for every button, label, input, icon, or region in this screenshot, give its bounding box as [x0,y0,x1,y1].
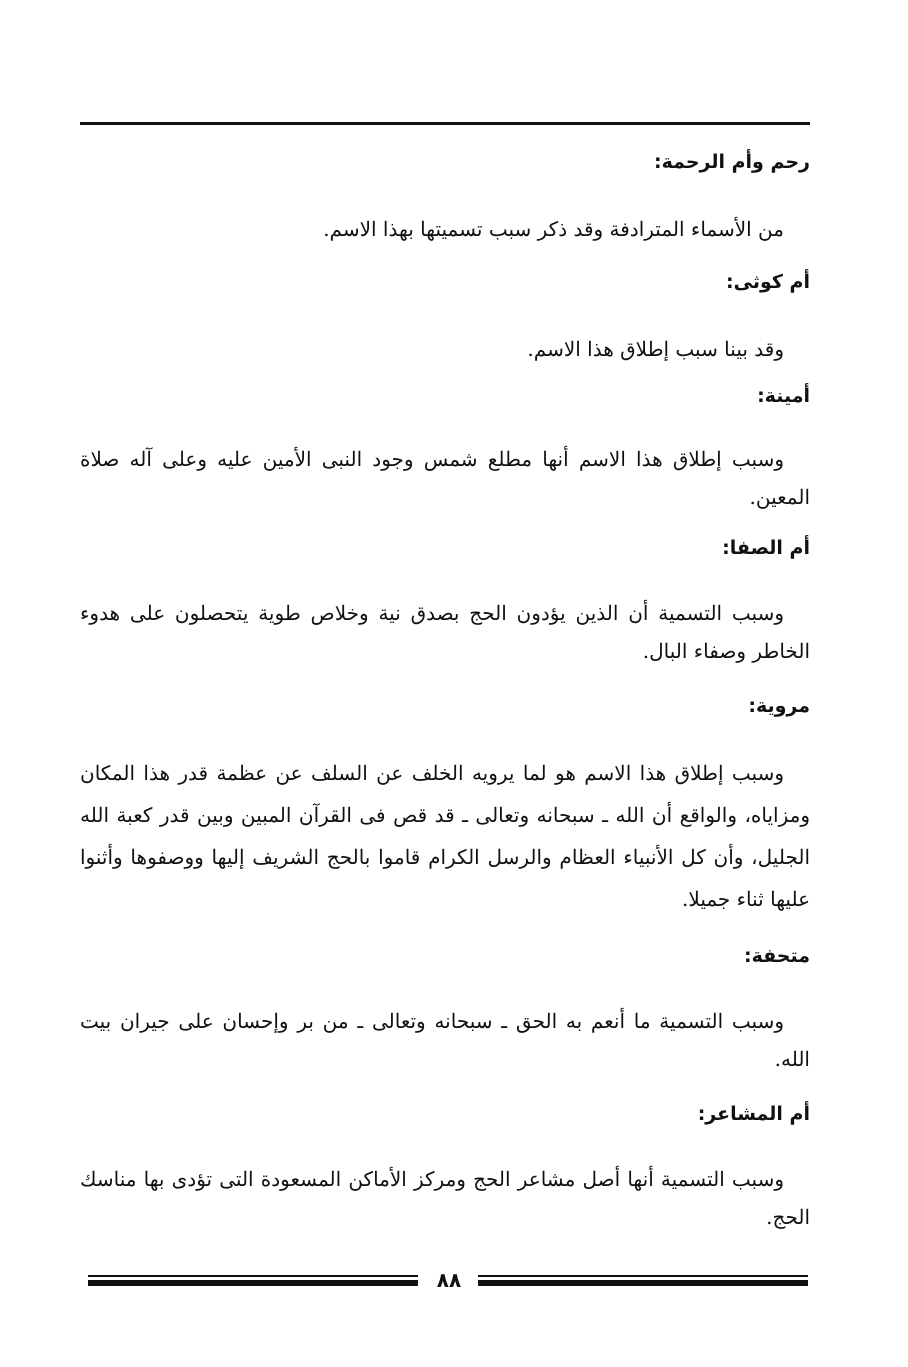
section-marwiya [80,694,810,920]
book-page [80,0,810,1367]
section-amina [80,384,810,516]
page-number: ٨٨ [436,1268,462,1292]
section-heading: مروية: [748,695,810,717]
footer-rule-left [88,1275,418,1287]
section-umm-kutha [80,270,810,368]
section-paragraph: وسبب إطلاق هذا الاسم أنها مطلع شمس وجود النبى الأمين عليه وعلى آله صلاة المعين. [80,447,810,509]
section-heading: رحم وأم الرحمة: [653,151,810,173]
section-paragraph: وقد بينا سبب إطلاق هذا الاسم. [527,337,784,361]
section-heading: متحفة: [743,945,810,967]
footer-rule-right [478,1275,808,1287]
section-paragraph: وسبب التسمية أنها أصل مشاعر الحج ومركز الأماكن المسعودة التى تؤدى بها مناسك الحج. [80,1167,810,1229]
section-paragraph: وسبب التسمية ما أنعم به الحق ـ سبحانه وتعالى ـ من بر وإحسان على جيران بيت الله. [80,1009,810,1071]
section-heading: أم الصفا: [722,537,810,559]
section-mutahfa [80,944,810,1078]
header-rule [80,122,810,125]
section-heading: أمينة: [757,385,810,407]
section-paragraph: من الأسماء المترادفة وقد ذكر سبب تسميتها بهذا الاسم. [323,217,784,241]
section-umm-almashaer [80,1102,810,1236]
section-heading: أم كوثى: [726,271,810,293]
page-footer [80,1270,810,1294]
section-umm-alsafa [80,536,810,670]
section-heading: أم المشاعر: [697,1103,810,1125]
section-paragraph: وسبب التسمية أن الذين يؤدون الحج بصدق نية وخلاص طوية يتحصلون على هدوء الخاطر وصفاء البال. [80,601,810,663]
section-paragraph: وسبب إطلاق هذا الاسم هو لما يرويه الخلف عن السلف عن عظمة قدر هذا المكان ومزاياه، والواقع أن الله ـ سبحانه وتعالى ـ قد قص فى القرآن المبين وبين قدر كعبة الله الجليل، وأن كل الأنبياء العظام والرسل الكرام قاموا بالحج الشريف إليها ووصفوها وأثنوا عليها ثناء جميلا. [80,761,810,911]
section-rahm [80,150,810,248]
